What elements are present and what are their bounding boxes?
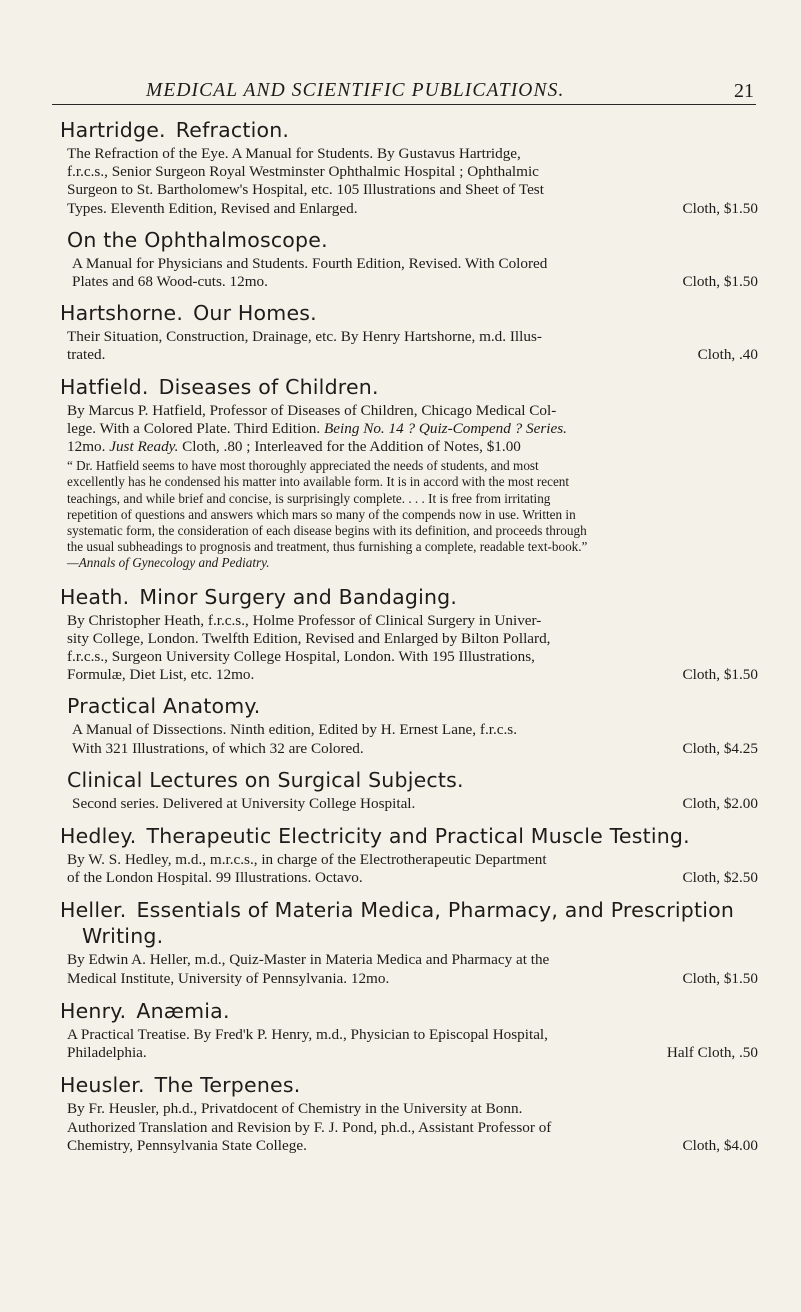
entry-title: Minor Surgery and Bandaging. [139,584,458,609]
description-line: Second series. Delivered at University College Hospital. [72,794,416,812]
price-line [67,970,758,988]
entry-clinical-lectures [60,767,758,813]
entry-description [60,612,758,685]
quote-line: the usual subheadings to prognosis and treatment, thus furnishing a complete, readable text-book.” [67,539,588,555]
price: Cloth, $1.50 [682,273,758,291]
entry-title: Clinical Lectures on Surgical Subjects. [67,767,464,792]
entry-hatfield [60,374,758,572]
quote-source: —Annals of Gynecology and Pediatry. [67,555,270,571]
entry-title: Anæmia. [136,998,230,1023]
entry-title: Essentials of Materia Medica, Pharmacy, and Prescription [136,898,735,923]
description-line: By W. S. Hedley, m.d., m.r.c.s., in charge of the Electrotherapeutic Department [67,851,547,869]
entry-heading [60,374,758,400]
entry-description [60,1100,758,1155]
quote-line: systematic form, the consideration of each disease begins with its definition, and proceeds through [67,523,587,539]
entry-heading [60,227,758,253]
entry-practical-anatomy [60,693,758,757]
entry-description [60,795,758,813]
entry-henry [60,998,758,1062]
running-head [0,80,801,106]
entry-hartshorne [60,300,758,364]
price-line [67,666,758,684]
description-line: The Refraction of the Eye. A Manual for Students. By Gustavus Hartridge, [67,145,521,162]
description-line [67,438,758,456]
entry-author: Heller. [60,898,127,923]
price-line [67,869,758,887]
entry-heading [60,897,758,949]
description-line: Chemistry, Pennsylvania State College. [67,1136,307,1154]
price: Cloth, .40 [697,346,758,364]
entry-heading [60,823,758,849]
price: Cloth, .80 ; Interleaved for the Addition of Notes, $1.00 [182,438,521,456]
description-line: A Practical Treatise. By Fred'k P. Henry, m.d., Physician to Episcopal Hospital, [67,1025,548,1043]
price-line [67,1044,758,1062]
entry-hedley [60,823,758,887]
entry-description [60,951,758,987]
entry-heusler [60,1072,758,1155]
entry-author: Hatfield. [60,374,149,399]
description-line: Surgeon to St. Bartholomew's Hospital, etc. 105 Illustrations and Sheet of Test [67,181,544,199]
review-quote [60,458,758,571]
entry-description [60,851,758,887]
price-line [67,1137,758,1155]
entry-title: The Terpenes. [154,1073,301,1098]
entry-title-continuation: Writing. [82,924,164,949]
page-number: 21 [734,80,754,102]
price: Cloth, $1.50 [682,666,758,684]
entry-description [60,721,758,757]
price-line [72,795,758,813]
description-line: By Edwin A. Heller, m.d., Quiz-Master in Materia Medica and Pharmacy at the [67,951,550,969]
entry-heller [60,897,758,987]
description-line: By Christopher Heath, f.r.c.s., Holme Professor of Clinical Surgery in Univer- [67,611,542,629]
quote-line: “ Dr. Hatfield seems to have most thoroughly appreciated the needs of students, and most [67,458,539,474]
entry-author: Henry. [60,998,127,1023]
description-line: Plates and 68 Wood-cuts. 12mo. [72,273,268,291]
description-line: Their Situation, Construction, Drainage, etc. By Henry Hartshorne, m.d. Illus- [67,328,542,346]
entry-author: Hartshorne. [60,301,184,326]
description-line: f.r.c.s., Surgeon University College Hospital, London. With 195 Illustrations, [67,648,535,666]
price-line [72,273,758,291]
entry-heading [60,767,758,793]
entry-title: Practical Anatomy. [67,694,261,719]
entry-hartridge [60,117,758,218]
entry-description [60,1026,758,1062]
quote-line: excellently has he condensed his matter into available form. It is in accord with the most recent [67,474,570,490]
series-note: Being No. 14 ? Quiz-Compend ? Series. [323,419,567,437]
entry-title: On the Ophthalmoscope. [67,227,328,252]
entry-description [60,255,758,291]
entry-heading [60,584,758,610]
description-line: A Manual for Physicians and Students. Fourth Edition, Revised. With Colored [72,254,548,272]
entry-title: Therapeutic Electricity and Practical Muscle Testing. [146,824,690,849]
format-text: 12mo. [67,438,106,456]
entry-description [60,328,758,364]
header-rule [52,104,756,105]
description-line [67,420,758,438]
entry-description [60,145,758,218]
entry-ophthalmoscope [60,227,758,291]
entry-heading [60,998,758,1024]
description-line: By Fr. Heusler, ph.d., Privatdocent of Chemistry in the University at Bonn. [67,1100,523,1118]
entry-author: Heusler. [60,1073,145,1098]
entry-author: Hedley. [60,824,137,849]
entry-author: Hartridge. [60,118,166,142]
description-line: Types. Eleventh Edition, Revised and Enlarged. [67,199,358,217]
price: Cloth, $1.50 [682,199,758,217]
entry-heading [60,300,758,326]
entry-description [60,402,758,457]
price: Cloth, $1.50 [682,969,758,987]
description-line: With 321 Illustrations, of which 32 are Colored. [72,739,364,757]
entry-heath [60,584,758,685]
price-line [67,346,758,364]
running-head-title: MEDICAL AND SCIENTIFIC PUBLICATIONS. [146,80,565,101]
entry-title: Diseases of Children. [158,374,379,399]
edition-text: lege. With a Colored Plate. Third Edition. [67,419,321,437]
entry-title: Refraction. [175,118,290,142]
description-line: trated. [67,346,106,364]
description-line: f.r.c.s., Senior Surgeon Royal Westminster Ophthalmic Hospital ; Ophthalmic [67,163,539,181]
quote-line: repetition of questions and answers which mars so many of the compends now in use. Written in [67,506,576,522]
description-line: Authorized Translation and Revision by F. J. Pond, ph.d., Assistant Professor of [67,1118,552,1136]
description-line: Medical Institute, University of Pennsylvania. 12mo. [67,969,390,987]
entry-title: Our Homes. [193,301,317,326]
entry-heading [60,1072,758,1098]
price-line [72,740,758,758]
entry-author: Heath. [60,584,130,609]
quote-line: teachings, and while brief and concise, is surprisingly complete. . . . It is free from irritating [67,490,551,506]
description-line: of the London Hospital. 99 Illustrations. Octavo. [67,869,363,887]
price: Cloth, $2.50 [682,869,758,887]
entry-heading [60,693,758,719]
catalog-listing [60,117,758,1155]
price-line [67,200,758,218]
description-line: Philadelphia. [67,1044,147,1062]
description-line: sity College, London. Twelfth Edition, Revised and Enlarged by Bilton Pollard, [67,629,551,647]
description-line: A Manual of Dissections. Ninth edition, Edited by H. Ernest Lane, f.r.c.s. [72,721,517,739]
entry-heading [60,117,758,143]
price: Half Cloth, .50 [666,1044,758,1062]
price: Cloth, $4.25 [682,739,758,757]
description-line: By Marcus P. Hatfield, Professor of Diseases of Children, Chicago Medical Col- [67,401,557,419]
price: Cloth, $2.00 [682,794,758,812]
ready-note: Just Ready. [109,438,179,456]
price: Cloth, $4.00 [682,1136,758,1154]
description-line: Formulæ, Diet List, etc. 12mo. [67,666,255,684]
